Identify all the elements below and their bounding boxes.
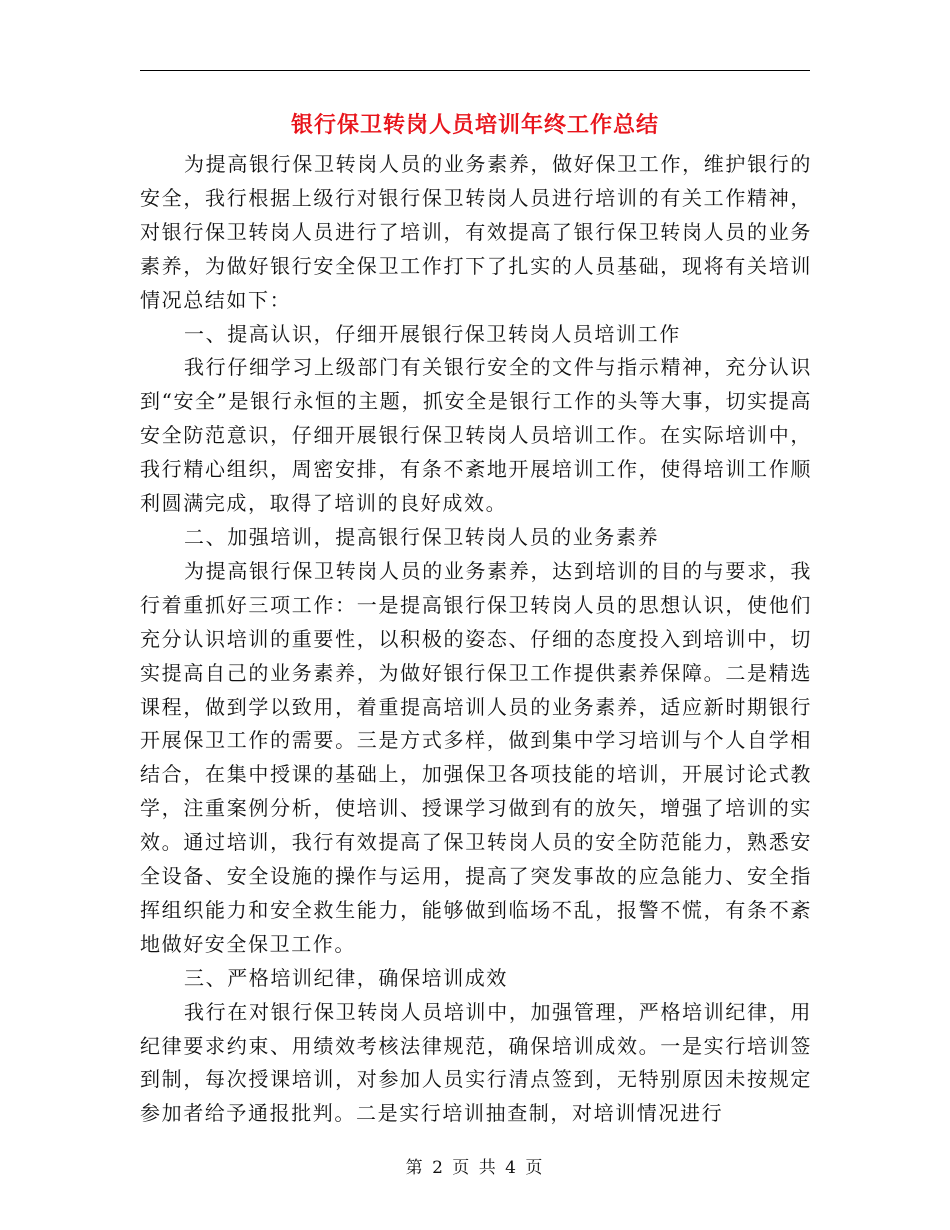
section-1-paragraph: 我行仔细学习上级部门有关银行安全的文件与指示精神，充分认识到“安全”是银行永恒的主题，抓安全是银行工作的头等大事，切实提高安全防范意识，仔细开展银行保卫转岗人员培训工作。在实际培训中，我行精心组织，周密安排，有条不紊地开展培训工作，使得培训工作顺利圆满完成，取得了培训的良好成效。: [140, 355, 812, 516]
section-heading-1: 一、提高认识，仔细开展银行保卫转岗人员培训工作: [184, 321, 681, 346]
page-number-footer: 第 2 页 共 4 页: [405, 1158, 545, 1178]
intro-paragraph: 为提高银行保卫转岗人员的业务素养，做好保卫工作，维护银行的安全，我行根据上级行对银行保卫转岗人员进行培训的有关工作精神，对银行保卫转岗人员进行了培训，有效提高了银行保卫转岗人员的业务素养，为做好银行安全保卫工作打下了扎实的人员基础，现将有关培训情况总结如下：: [140, 152, 812, 312]
document-title: 银行保卫转岗人员培训年终工作总结: [290, 112, 659, 138]
document-body: [140, 148, 812, 1131]
header-rule: [140, 70, 810, 71]
section-heading-3: 三、严格培训纪律，确保培训成效: [184, 965, 508, 990]
section-3-paragraph: 我行在对银行保卫转岗人员培训中，加强管理，严格培训纪律，用纪律要求约束、用绩效考核法律规范，确保培训成效。一是实行培训签到制，每次授课培训，对参加人员实行清点签到，无特别原因未按规定参加者给予通报批判。二是实行培训抽查制，对培训情况进行: [140, 999, 812, 1126]
section-2-paragraph: 为提高银行保卫转岗人员的业务素养，达到培训的目的与要求，我行着重抓好三项工作：一是提高银行保卫转岗人员的思想认识，使他们充分认识培训的重要性，以积极的姿态、仔细的态度投入到培训中，切实提高自己的业务素养，为做好银行保卫工作提供素养保障。二是精选课程，做到学以致用，着重提高培训人员的业务素养，适应新时期银行开展保卫工作的需要。三是方式多样，做到集中学习培训与个人自学相结合，在集中授课的基础上，加强保卫各项技能的培训，开展讨论式教学，注重案例分析，使培训、授课学习做到有的放矢，增强了培训的实效。通过培训，我行有效提高了保卫转岗人员的安全防范能力，熟悉安全设备、安全设施的操作与运用，提高了突发事故的应急能力、安全指挥组织能力和安全救生能力，能够做到临场不乱，报警不慌，有条不紊地做好安全保卫工作。: [140, 558, 812, 956]
section-heading-2: 二、加强培训，提高银行保卫转岗人员的业务素养: [184, 524, 660, 549]
